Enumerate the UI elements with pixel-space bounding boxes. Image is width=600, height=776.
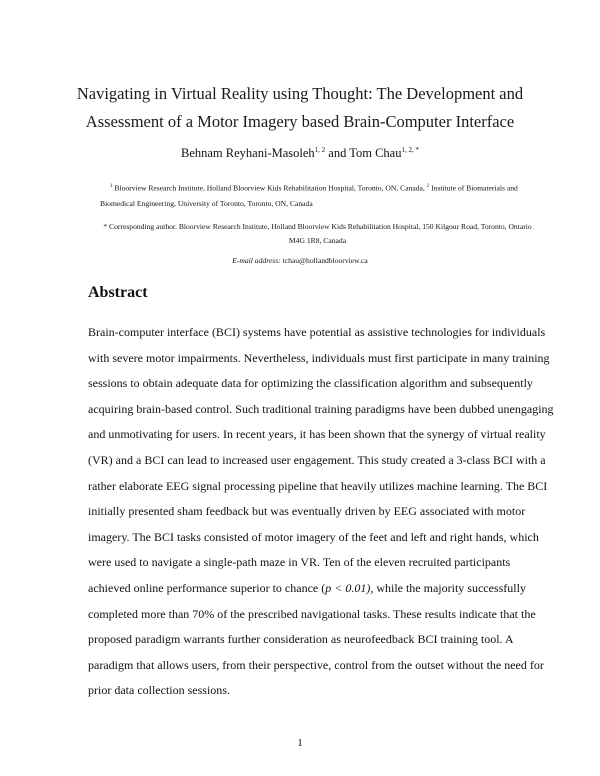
abstract-heading: Abstract [88, 284, 148, 301]
abstract-line: and unmotivating for users. In recent years, it has been shown that the synergy of virtual reality [88, 427, 546, 442]
affiliation-line [100, 179, 530, 196]
title-line: Assessment of a Motor Imagery based Brain-Computer Interface [85, 112, 515, 131]
abstract-line: Brain-computer interface (BCI) systems have potential as assistive technologies for individuals [88, 325, 546, 339]
author-name: Behnam Reyhani-Masoleh [181, 146, 315, 161]
abstract-line: (VR) and a BCI can lead to increased user engagement. This study created a 3-class BCI with a [88, 452, 546, 467]
affiliation-text: Institute of Biomaterials and [429, 183, 518, 193]
abstract-line: proposed paradigm warrants further consideration as neurofeedback BCI training tool. A [88, 632, 514, 647]
abstract-line: with severe motor impairments. Nevertheless, individuals must first participate in many training [88, 350, 550, 365]
affiliation-line: Biomedical Engineering, University of Toronto, Toronto, ON, Canada [100, 198, 313, 208]
page-number: 1 [297, 737, 303, 749]
abstract-line: paradigm that allows users, from their perspective, control from the outset without the need for [88, 657, 544, 672]
affiliation-text: Bloorview Research Institute, Holland Bloorview Kids Rehabilitation Hospital, Toronto, ON, Canada, [112, 183, 427, 193]
author-affiliation-marker: 1, 2 [314, 146, 326, 154]
affiliation-marker: 2 [426, 184, 430, 189]
abstract-line: initially presented sham feedback but was eventually driven by EEG associated with motor [88, 504, 526, 519]
abstract-body [88, 320, 558, 704]
abstract-line: acquiring brain-based control. Such traditional training paradigms have been dubbed unengaging [88, 401, 554, 416]
corresponding-author [85, 220, 550, 248]
author-name: Tom Chau [349, 146, 402, 161]
author-separator: and [325, 146, 350, 161]
author-affiliation-marker: 1, 2, * [401, 146, 419, 154]
abstract-line: rather elaborate EEG signal processing pipeline that heavily utilizes machine learning. The BCI [88, 478, 548, 493]
affiliations [100, 179, 530, 211]
abstract-line: were used to navigate a single-path maze in VR. Ten of the eleven recruited participants [88, 555, 511, 570]
corresponding-line: M4G 1R8, Canada [288, 236, 347, 245]
paper-title [60, 80, 540, 136]
abstract-line: prior data collection sessions. [88, 683, 230, 698]
abstract-line: completed more than 70% of the prescribed navigational tasks. These results indicate that the [88, 606, 536, 621]
abstract-line: sessions to obtain adequate data for optimizing the classification algorithm and subsequently [88, 376, 533, 391]
email-line [0, 256, 600, 265]
email-address[interactable]: tchau@hollandbloorview.ca [282, 256, 368, 265]
abstract-text: achieved online performance superior to chance ( [88, 580, 326, 595]
email-label: E-mail address: [232, 256, 281, 265]
abstract-line: imagery. The BCI tasks consisted of motor imagery of the feet and left and right hands, which [88, 529, 539, 544]
affiliation-marker: 1 [110, 184, 113, 189]
title-line: Navigating in Virtual Reality using Thought: The Development and [76, 84, 524, 103]
abstract-text: while the majority successfully [373, 580, 526, 595]
author-list [0, 146, 600, 161]
p-value: p < 0.01), [325, 580, 374, 595]
abstract-line [88, 576, 558, 602]
corresponding-line: * Corresponding author. Bloorview Research Institute, Holland Bloorview Kids Rehabilitation Hospital, 150 Kilgour Road, Toronto, Ontario [103, 222, 532, 231]
